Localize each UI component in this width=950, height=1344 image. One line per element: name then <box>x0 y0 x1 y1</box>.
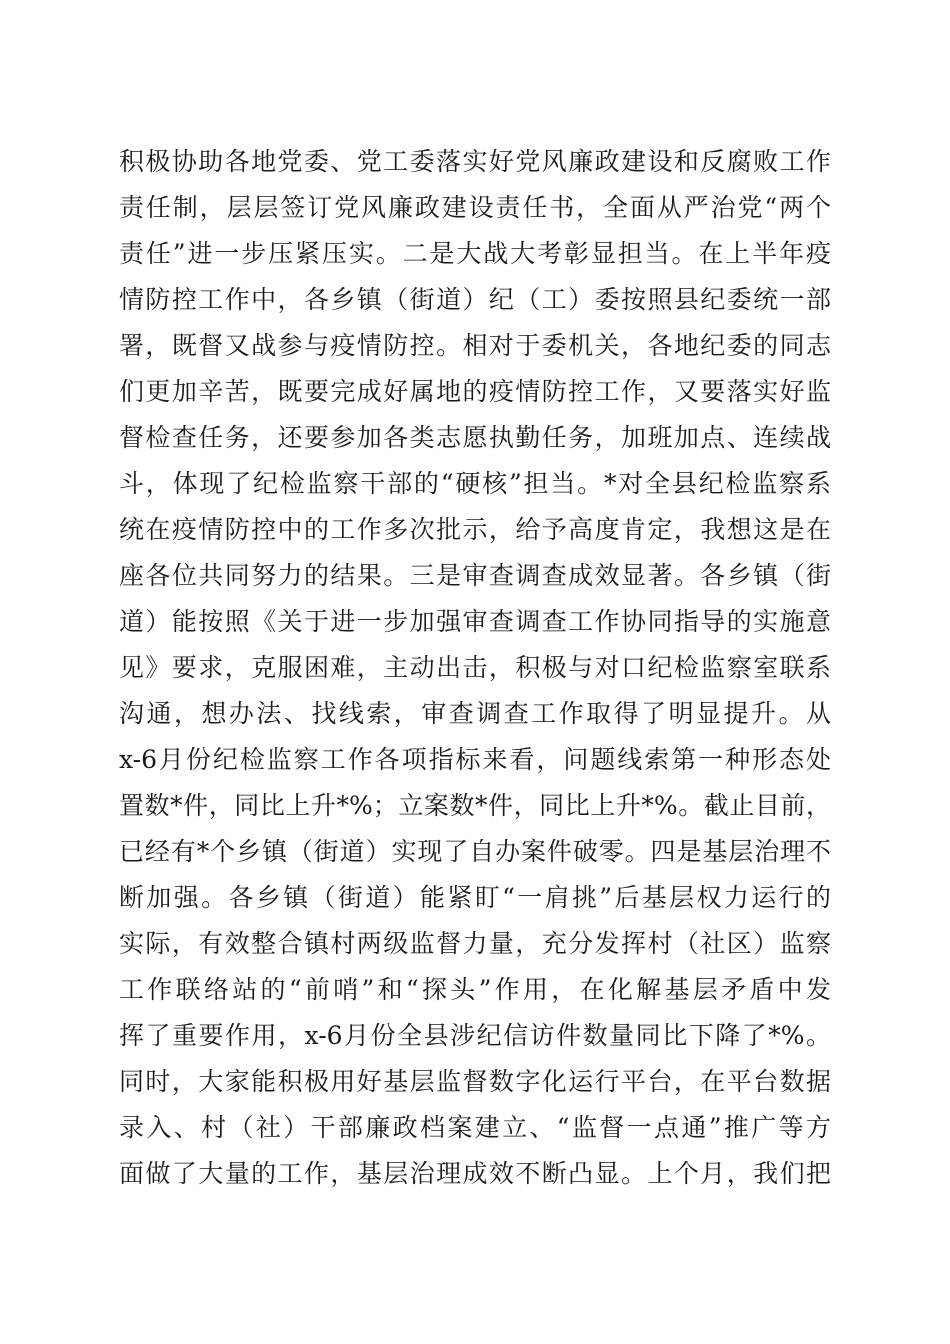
text-line: 见》要求，克服困难，主动出击，积极与对口纪检监察室联系 <box>119 653 831 682</box>
document-body <box>119 139 831 1197</box>
text-line: 们更加辛苦，既要完成好属地的疫情防控工作，又要落实好监 <box>119 377 831 406</box>
text-line: 同时，大家能积极用好基层监督数字化运行平台，在平台数据 <box>119 1067 831 1096</box>
text-line: x-6月份纪检监察工作各项指标来看，问题线索第一种形态处 <box>119 745 831 774</box>
text-line: 斗，体现了纪检监察干部的“硬核”担当。*对全县纪检监察系 <box>119 469 831 498</box>
text-line: 情防控工作中，各乡镇（街道）纪（工）委按照县纪委统一部 <box>119 285 831 314</box>
text-line: 责任”进一步压紧压实。二是大战大考彰显担当。在上半年疫 <box>119 239 831 268</box>
text-line: 置数*件，同比上升*%；立案数*件，同比上升*%。截止目前， <box>119 791 831 820</box>
text-line: 面做了大量的工作，基层治理成效不断凸显。上个月，我们把 <box>119 1159 831 1188</box>
text-line: 积极协助各地党委、党工委落实好党风廉政建设和反腐败工作 <box>119 147 831 176</box>
text-line: 录入、村（社）干部廉政档案建立、“监督一点通”推广等方 <box>119 1113 831 1142</box>
text-line: 工作联络站的“前哨”和“探头”作用，在化解基层矛盾中发 <box>119 975 831 1004</box>
text-line: 实际，有效整合镇村两级监督力量，充分发挥村（社区）监察 <box>119 929 831 958</box>
text-line: 责任制，层层签订党风廉政建设责任书，全面从严治党“两个 <box>119 193 831 222</box>
text-line: 道）能按照《关于进一步加强审查调查工作协同指导的实施意 <box>119 607 831 636</box>
text-line: 署，既督又战参与疫情防控。相对于委机关，各地纪委的同志 <box>119 331 831 360</box>
text-line: 已经有*个乡镇（街道）实现了自办案件破零。四是基层治理不 <box>119 837 831 866</box>
text-line: 断加强。各乡镇（街道）能紧盯“一肩挑”后基层权力运行的 <box>119 883 831 912</box>
text-line: 挥了重要作用，x-6月份全县涉纪信访件数量同比下降了*%。 <box>119 1021 831 1050</box>
text-line: 统在疫情防控中的工作多次批示，给予高度肯定，我想这是在 <box>119 515 831 544</box>
text-line: 座各位共同努力的结果。三是审查调查成效显著。各乡镇（街 <box>119 561 831 590</box>
text-line: 督检查任务，还要参加各类志愿执勤任务，加班加点、连续战 <box>119 423 831 452</box>
text-line: 沟通，想办法、找线索，审查调查工作取得了明显提升。从 <box>119 699 831 728</box>
